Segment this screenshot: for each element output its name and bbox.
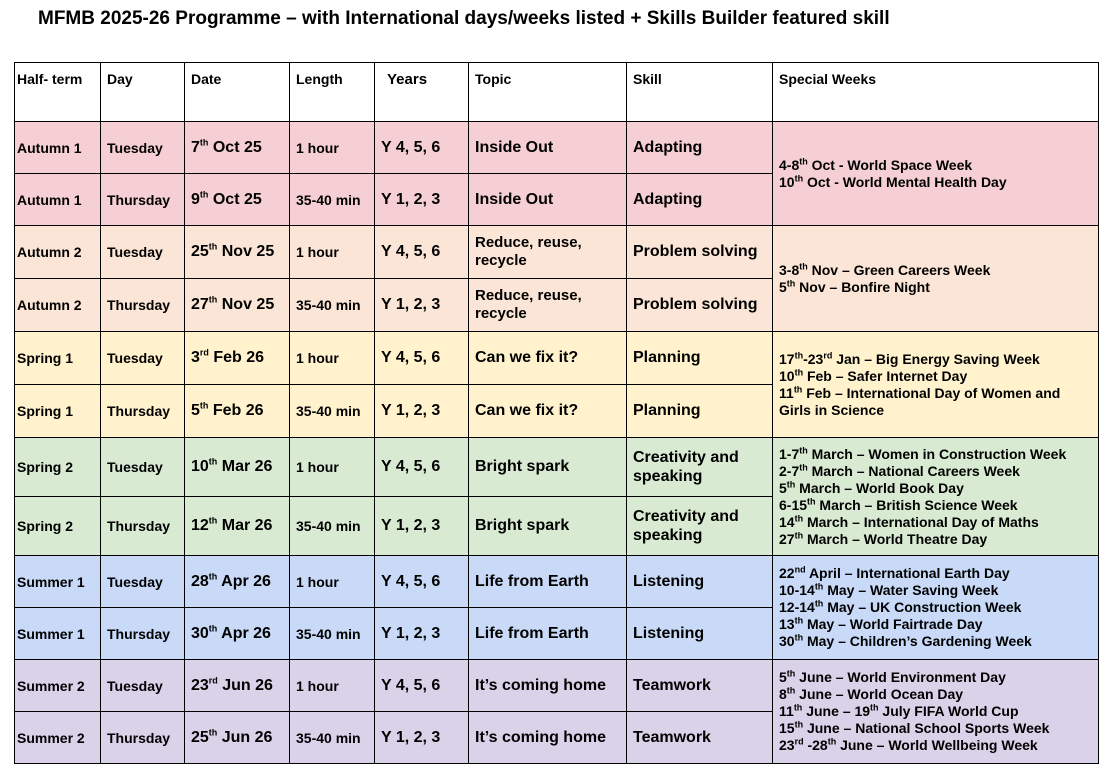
- special-week-item: [779, 463, 1092, 480]
- skill-cell: Adapting: [627, 122, 773, 174]
- header-topic: Topic: [469, 63, 627, 122]
- date-number: 12: [191, 517, 209, 534]
- length-cell: 35-40 min: [290, 279, 375, 332]
- skill-line: Creativity and: [633, 449, 739, 466]
- half-term-cell: Autumn 2: [15, 226, 101, 279]
- date-month-year: Jun 26: [217, 676, 273, 694]
- length-cell: 1 hour: [290, 332, 375, 385]
- special-week-item: [779, 582, 1092, 599]
- special-week-item: [779, 262, 1092, 279]
- topic-cell: Bright spark: [469, 438, 627, 497]
- skill-cell: Planning: [627, 332, 773, 385]
- date-suffix: th: [199, 400, 209, 411]
- years-cell: Y 1, 2, 3: [375, 497, 469, 556]
- skill-cell: Teamwork: [627, 660, 773, 712]
- date-month-year: Oct 25: [208, 138, 262, 156]
- special-week-item: [779, 565, 1092, 582]
- special-week-item: [779, 633, 1092, 650]
- special-week-suffix: th: [786, 478, 796, 489]
- topic-cell: Can we fix it?: [469, 385, 627, 438]
- years-cell: Y 1, 2, 3: [375, 608, 469, 660]
- date-suffix: th: [208, 515, 218, 526]
- day-cell: Tuesday: [101, 438, 185, 497]
- special-week-date: 15: [779, 720, 795, 736]
- date-cell: [185, 385, 290, 438]
- date-suffix: th: [208, 241, 218, 252]
- special-week-date: 5: [779, 669, 787, 685]
- special-week-date: 5: [779, 479, 787, 496]
- date-cell: [185, 332, 290, 385]
- header-years: Years: [375, 63, 469, 122]
- topic-cell: [469, 279, 627, 332]
- skill-cell: Adapting: [627, 174, 773, 226]
- table-row: [15, 226, 1099, 279]
- topic-cell: Life from Earth: [469, 608, 627, 660]
- special-week-date: 6-15: [779, 496, 808, 513]
- date-number: 7: [191, 138, 200, 156]
- half-term-cell: Autumn 2: [15, 279, 101, 332]
- special-week-text: Oct - World Mental Health Day: [803, 173, 1007, 190]
- day-cell: Thursday: [101, 712, 185, 764]
- special-week-suffix: th: [799, 461, 808, 472]
- special-week-text: March – World Book Day: [795, 479, 964, 496]
- special-week-text: May – World Fairtrade Day: [803, 616, 983, 632]
- special-week-item: [779, 703, 1092, 720]
- date-month-year: Feb 26: [208, 349, 265, 366]
- special-week-date: 3-8: [779, 261, 800, 278]
- day-cell: Tuesday: [101, 556, 185, 608]
- day-cell: Thursday: [101, 608, 185, 660]
- skill-cell: Listening: [627, 556, 773, 608]
- header-row: [15, 63, 1099, 122]
- special-week-text: March – World Theatre Day: [803, 530, 988, 547]
- special-week-item: [779, 446, 1092, 463]
- header-date: Date: [185, 63, 290, 122]
- special-week-date: 30: [779, 633, 795, 649]
- date-month-year: Apr 26: [217, 624, 271, 642]
- special-week-date: 10-14: [779, 582, 815, 598]
- special-week-suffix: th: [794, 632, 804, 643]
- special-weeks-cell: [773, 122, 1099, 226]
- table-row: [15, 438, 1099, 497]
- special-week-date: 14: [779, 513, 795, 530]
- special-week-item: [779, 514, 1092, 531]
- topic-cell: Can we fix it?: [469, 332, 627, 385]
- day-cell: Tuesday: [101, 122, 185, 174]
- special-week-text: June – World Wellbeing Week: [836, 737, 1038, 753]
- years-cell: Y 1, 2, 3: [375, 174, 469, 226]
- special-week-item: [779, 368, 1092, 385]
- length-cell: 35-40 min: [290, 712, 375, 764]
- special-week-suffix: th: [786, 685, 796, 696]
- skill-cell: Planning: [627, 385, 773, 438]
- special-week-date: 11: [779, 384, 794, 401]
- date-number: 27: [191, 296, 209, 313]
- half-term-cell: Autumn 1: [15, 122, 101, 174]
- header-length: Length: [290, 63, 375, 122]
- special-week-item: [779, 531, 1092, 548]
- topic-line: recycle: [475, 252, 527, 269]
- length-cell: 35-40 min: [290, 174, 375, 226]
- special-week-suffix: th: [793, 383, 803, 394]
- skill-cell: Teamwork: [627, 712, 773, 764]
- years-cell: Y 1, 2, 3: [375, 385, 469, 438]
- date-suffix: th: [199, 189, 209, 200]
- date-cell: [185, 712, 290, 764]
- special-week-item: [779, 686, 1092, 703]
- date-cell: [185, 279, 290, 332]
- date-month-year: Oct 25: [208, 190, 262, 208]
- special-week-date: 11: [779, 703, 794, 719]
- special-week-item: [779, 157, 1092, 174]
- special-week-item: [779, 480, 1092, 497]
- special-week-text: June – 19: [802, 703, 871, 719]
- half-term-cell: Spring 2: [15, 438, 101, 497]
- topic-line: recycle: [475, 305, 527, 322]
- special-week-date: 1-7: [779, 445, 800, 462]
- day-cell: Thursday: [101, 385, 185, 438]
- length-cell: 1 hour: [290, 122, 375, 174]
- special-weeks-cell: [773, 556, 1099, 660]
- length-cell: 35-40 min: [290, 608, 375, 660]
- special-week-suffix: nd: [794, 564, 806, 575]
- half-term-cell: Spring 1: [15, 385, 101, 438]
- special-week-text: May – Water Saving Week: [823, 582, 999, 598]
- topic-cell: Life from Earth: [469, 556, 627, 608]
- day-cell: Thursday: [101, 174, 185, 226]
- date-number: 10: [191, 458, 209, 475]
- date-month-year: Mar 26: [217, 517, 273, 534]
- special-week-text: March – British Science Week: [815, 496, 1018, 513]
- date-month-year: Jun 26: [217, 728, 273, 746]
- special-week-text: Jan – Big Energy Saving Week: [832, 350, 1040, 367]
- date-number: 28: [191, 572, 209, 590]
- skill-cell: Problem solving: [627, 226, 773, 279]
- years-cell: Y 4, 5, 6: [375, 226, 469, 279]
- special-week-suffix: th: [799, 155, 808, 166]
- half-term-cell: Spring 2: [15, 497, 101, 556]
- special-week-text: May – Children’s Gardening Week: [803, 633, 1032, 649]
- special-week-suffix: th: [794, 512, 804, 523]
- header-day: Day: [101, 63, 185, 122]
- special-week-date: 12-14: [779, 599, 815, 615]
- special-week-text: Feb – Safer Internet Day: [803, 367, 968, 384]
- years-cell: Y 4, 5, 6: [375, 122, 469, 174]
- table-row: [15, 556, 1099, 608]
- special-week-item: [779, 351, 1092, 368]
- half-term-cell: Summer 2: [15, 660, 101, 712]
- date-number: 9: [191, 190, 200, 208]
- length-cell: 1 hour: [290, 556, 375, 608]
- special-week-suffix: th: [827, 736, 837, 747]
- day-cell: Thursday: [101, 279, 185, 332]
- special-week-item: [779, 599, 1092, 616]
- topic-cell: Inside Out: [469, 174, 627, 226]
- special-week-date: 8: [779, 686, 787, 702]
- topic-cell: It’s coming home: [469, 712, 627, 764]
- special-week-suffix: th: [794, 349, 804, 360]
- table-row: [15, 122, 1099, 174]
- date-cell: [185, 497, 290, 556]
- header-special-weeks: Special Weeks: [773, 63, 1099, 122]
- special-week-suffix: th: [794, 366, 804, 377]
- skill-line: Creativity and: [633, 508, 739, 525]
- special-week-text: Oct - World Space Week: [807, 156, 973, 173]
- date-suffix: th: [208, 727, 218, 738]
- topic-line: Reduce, reuse,: [475, 234, 582, 251]
- date-suffix: th: [208, 294, 218, 305]
- length-cell: 35-40 min: [290, 385, 375, 438]
- topic-cell: Bright spark: [469, 497, 627, 556]
- years-cell: Y 4, 5, 6: [375, 556, 469, 608]
- special-week-suffix: th: [793, 702, 803, 713]
- date-number: 3: [191, 349, 200, 366]
- special-week-text: July FIFA World Cup: [878, 703, 1019, 719]
- date-number: 5: [191, 402, 200, 419]
- length-cell: 1 hour: [290, 226, 375, 279]
- special-weeks-cell: [773, 332, 1099, 438]
- date-suffix: rd: [199, 347, 209, 358]
- special-week-suffix: th: [799, 444, 808, 455]
- special-week-date: 27: [779, 530, 795, 547]
- date-month-year: Nov 25: [217, 296, 275, 313]
- date-suffix: rd: [208, 675, 218, 686]
- day-cell: Tuesday: [101, 226, 185, 279]
- skill-cell: Listening: [627, 608, 773, 660]
- date-cell: [185, 660, 290, 712]
- date-number: 30: [191, 624, 209, 642]
- special-week-suffix: th: [786, 277, 796, 288]
- special-week-text: Feb – International Day of Women and Girls in Science: [779, 384, 1061, 418]
- date-number: 23: [191, 676, 209, 694]
- half-term-cell: Summer 2: [15, 712, 101, 764]
- years-cell: Y 1, 2, 3: [375, 279, 469, 332]
- special-week-text: -23: [803, 350, 824, 367]
- topic-line: Reduce, reuse,: [475, 287, 582, 304]
- special-week-suffix: th: [794, 615, 804, 626]
- special-week-suffix: th: [814, 598, 824, 609]
- years-cell: Y 1, 2, 3: [375, 712, 469, 764]
- special-week-item: [779, 616, 1092, 633]
- date-month-year: Apr 26: [217, 572, 271, 590]
- special-week-text: April – International Earth Day: [805, 565, 1010, 581]
- topic-cell: Inside Out: [469, 122, 627, 174]
- date-month-year: Nov 25: [217, 243, 275, 260]
- special-week-text: -28: [803, 737, 828, 753]
- special-week-suffix: th: [786, 668, 796, 679]
- special-week-date: 10: [779, 173, 795, 190]
- special-week-suffix: th: [794, 719, 804, 730]
- half-term-cell: Autumn 1: [15, 174, 101, 226]
- half-term-cell: Spring 1: [15, 332, 101, 385]
- special-week-date: 2-7: [779, 462, 800, 479]
- date-cell: [185, 226, 290, 279]
- header-skill: Skill: [627, 63, 773, 122]
- special-week-date: 22: [779, 565, 795, 581]
- special-week-suffix: th: [870, 702, 879, 713]
- date-month-year: Mar 26: [217, 458, 273, 475]
- topic-cell: It’s coming home: [469, 660, 627, 712]
- half-term-cell: Summer 1: [15, 608, 101, 660]
- special-week-text: June – World Environment Day: [795, 669, 1006, 685]
- document-title: MFMB 2025-26 Programme – with International days/weeks listed + Skills Builder featured skill: [38, 8, 890, 29]
- special-week-item: [779, 385, 1092, 419]
- special-week-suffix: th: [794, 172, 804, 183]
- date-number: 25: [191, 243, 209, 260]
- special-week-suffix: th: [807, 495, 816, 506]
- table-row: [15, 660, 1099, 712]
- length-cell: 1 hour: [290, 438, 375, 497]
- special-week-suffix: th: [794, 529, 804, 540]
- date-cell: [185, 438, 290, 497]
- special-week-item: [779, 737, 1092, 754]
- skill-line: speaking: [633, 527, 703, 544]
- special-week-text: March – International Day of Maths: [803, 513, 1039, 530]
- special-week-item: [779, 174, 1092, 191]
- special-week-suffix: th: [799, 260, 808, 271]
- length-cell: 35-40 min: [290, 497, 375, 556]
- special-week-item: [779, 720, 1092, 737]
- skill-cell: [627, 438, 773, 497]
- special-week-text: June – National School Sports Week: [803, 720, 1050, 736]
- special-week-item: [779, 669, 1092, 686]
- special-week-text: June – World Ocean Day: [795, 686, 964, 702]
- special-week-date: 23: [779, 737, 795, 753]
- special-weeks-cell: [773, 660, 1099, 764]
- years-cell: Y 4, 5, 6: [375, 332, 469, 385]
- special-week-item: [779, 279, 1092, 296]
- special-week-text: March – National Careers Week: [807, 462, 1020, 479]
- special-week-date: 13: [779, 616, 795, 632]
- day-cell: Tuesday: [101, 660, 185, 712]
- special-week-text: March – Women in Construction Week: [807, 445, 1067, 462]
- special-week-date: 10: [779, 367, 795, 384]
- special-week-item: [779, 497, 1092, 514]
- date-cell: [185, 174, 290, 226]
- special-week-date: 17: [779, 350, 795, 367]
- topic-cell: [469, 226, 627, 279]
- special-weeks-cell: [773, 226, 1099, 332]
- date-month-year: Feb 26: [208, 402, 264, 419]
- skill-cell: Problem solving: [627, 279, 773, 332]
- special-week-date: 5: [779, 278, 787, 295]
- skill-line: speaking: [633, 468, 703, 485]
- skill-cell: [627, 497, 773, 556]
- date-suffix: th: [208, 571, 218, 582]
- date-suffix: th: [199, 137, 209, 148]
- programme-table: [14, 62, 1099, 764]
- special-week-text: May – UK Construction Week: [823, 599, 1022, 615]
- special-week-text: Nov – Green Careers Week: [807, 261, 991, 278]
- date-cell: [185, 556, 290, 608]
- years-cell: Y 4, 5, 6: [375, 438, 469, 497]
- date-number: 25: [191, 728, 209, 746]
- length-cell: 1 hour: [290, 660, 375, 712]
- day-cell: Tuesday: [101, 332, 185, 385]
- header-half-term: Half- term: [15, 63, 101, 122]
- date-cell: [185, 608, 290, 660]
- special-weeks-cell: [773, 438, 1099, 556]
- date-suffix: th: [208, 456, 218, 467]
- years-cell: Y 4, 5, 6: [375, 660, 469, 712]
- special-week-suffix: th: [814, 581, 824, 592]
- special-week-suffix: rd: [823, 349, 833, 360]
- special-week-text: Nov – Bonfire Night: [795, 278, 930, 295]
- table-row: [15, 332, 1099, 385]
- date-cell: [185, 122, 290, 174]
- day-cell: Thursday: [101, 497, 185, 556]
- special-week-suffix: rd: [794, 736, 804, 747]
- date-suffix: th: [208, 623, 218, 634]
- half-term-cell: Summer 1: [15, 556, 101, 608]
- special-week-date: 4-8: [779, 156, 800, 173]
